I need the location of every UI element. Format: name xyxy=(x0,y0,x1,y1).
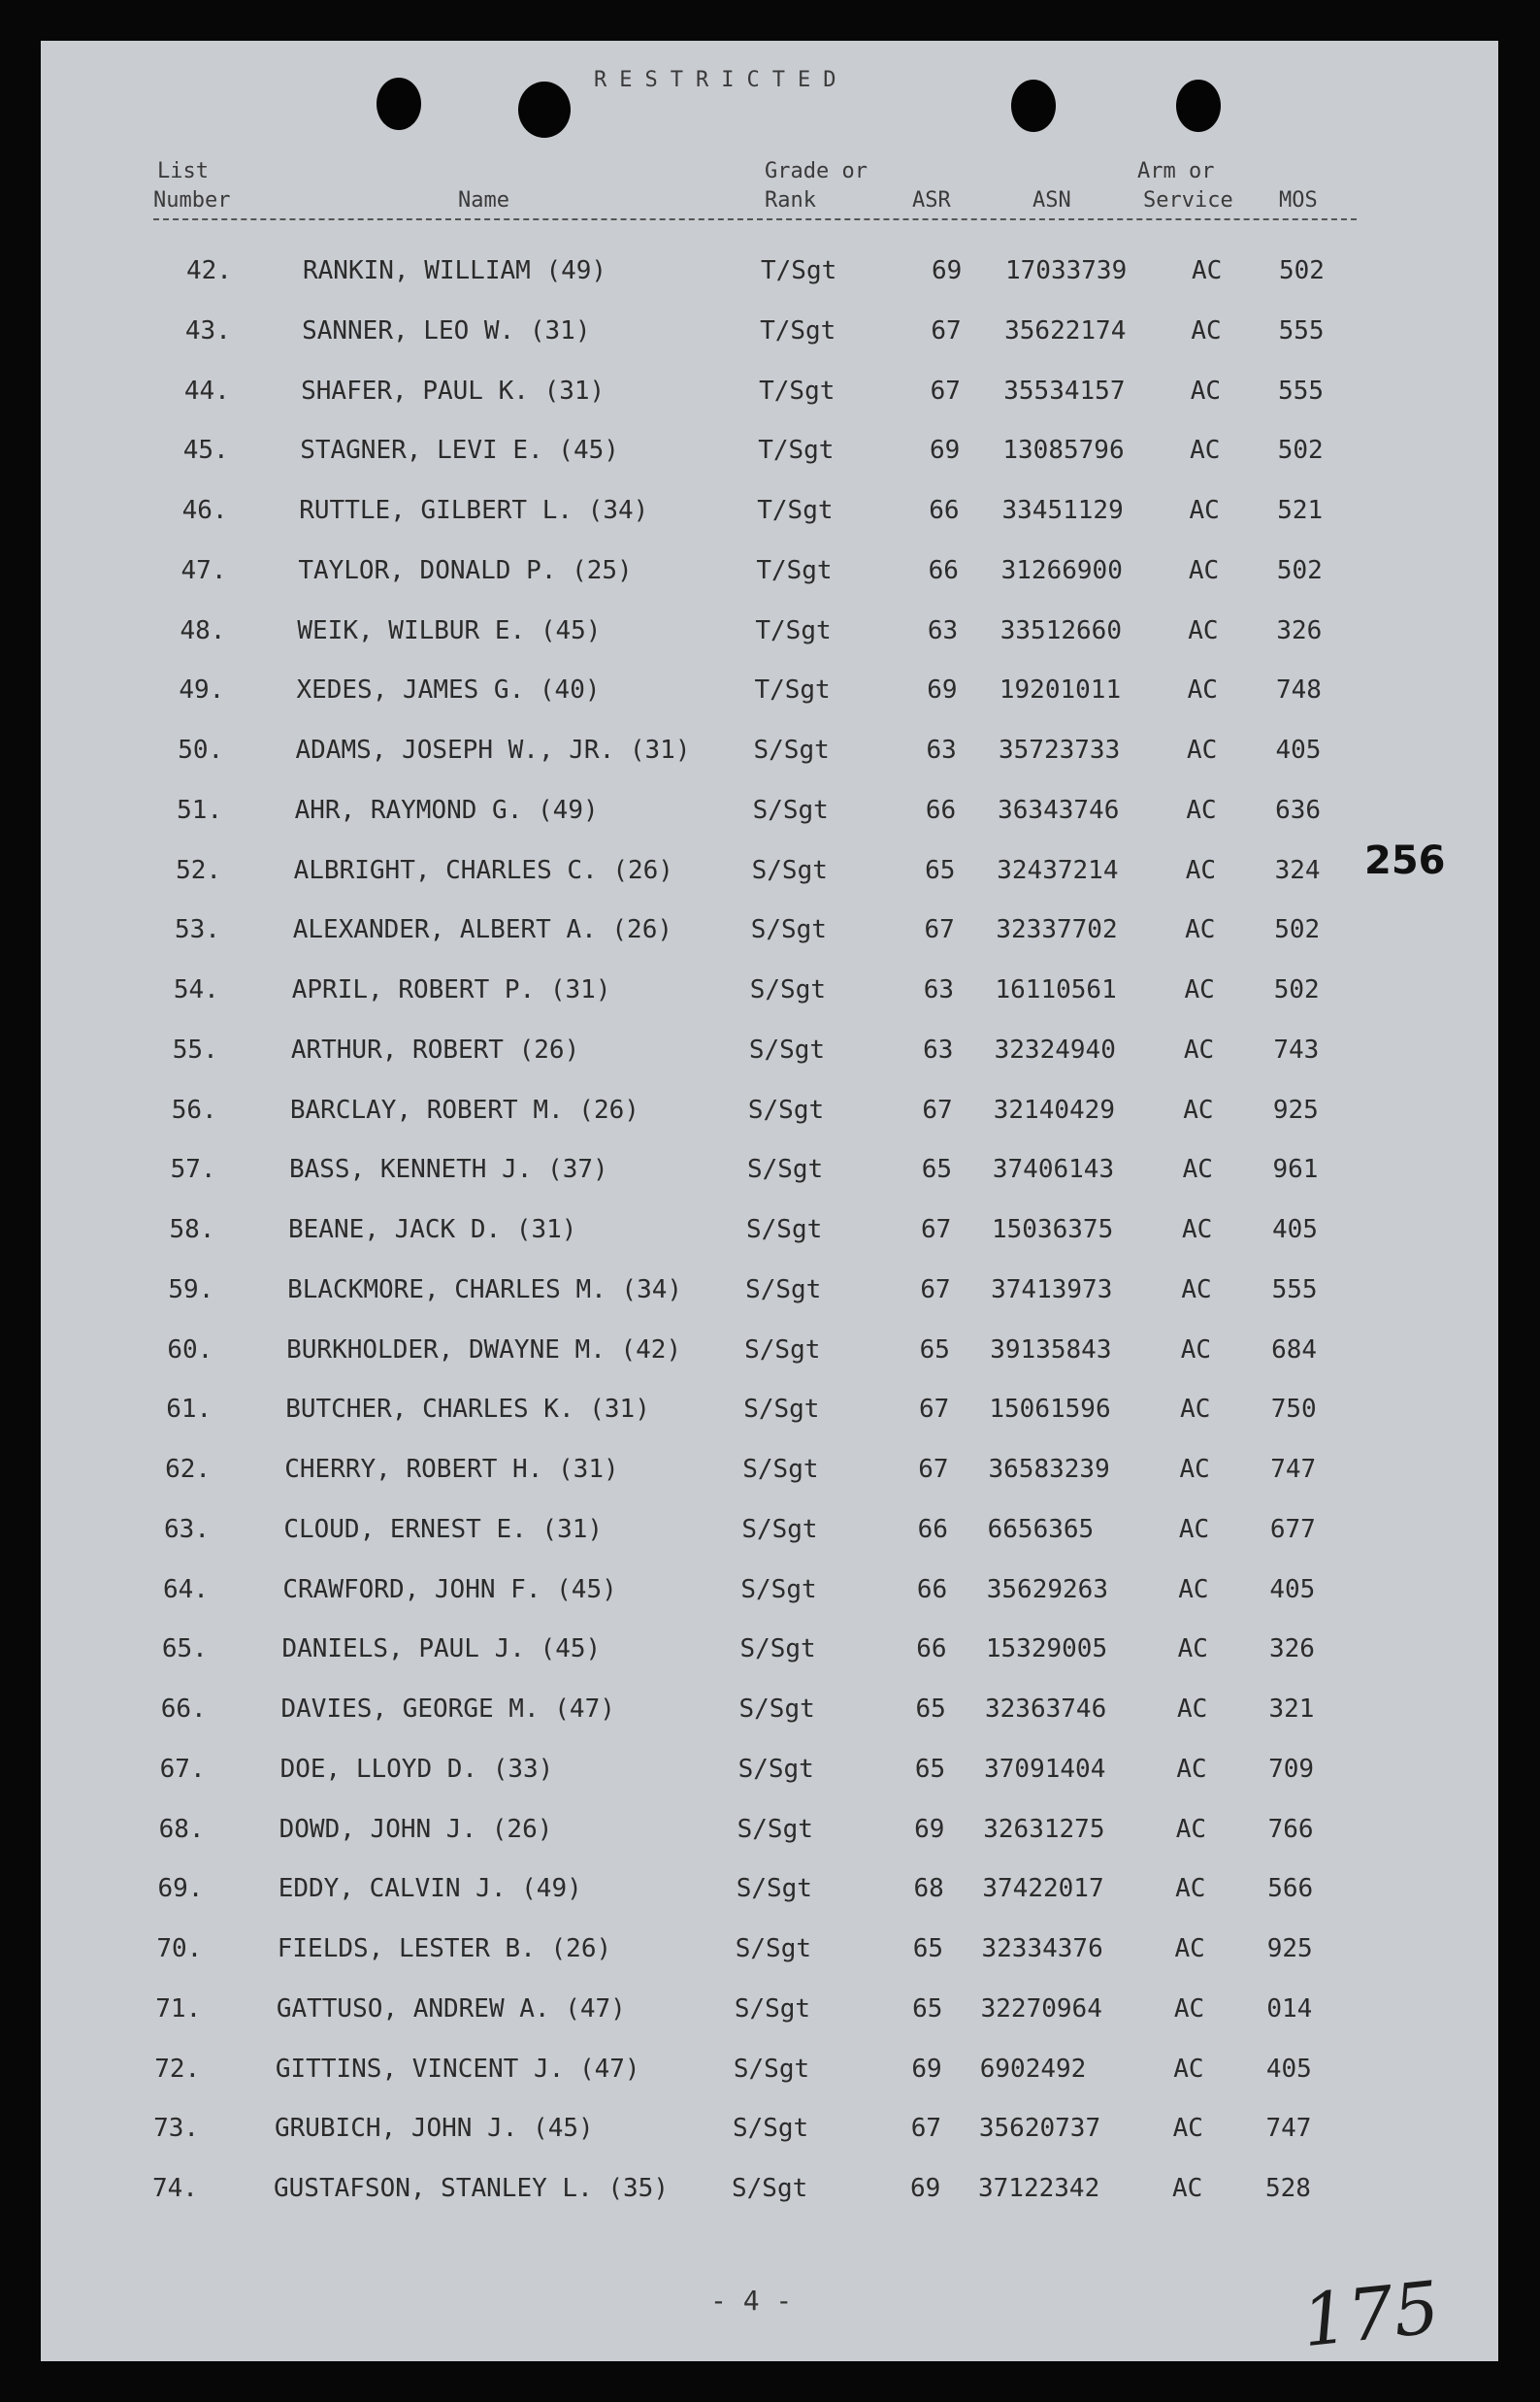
table-row xyxy=(41,1934,1498,1973)
arm-service: AC xyxy=(1183,1095,1214,1125)
serial-number: 37122342 xyxy=(978,2174,1100,2203)
list-number: 54. xyxy=(173,975,219,1004)
header-number-label: Number xyxy=(153,188,231,213)
mos-code: 555 xyxy=(1271,1274,1318,1304)
serial-number: 13085796 xyxy=(1002,436,1125,466)
mos-code: 677 xyxy=(1269,1514,1316,1544)
grade-rank: T/Sgt xyxy=(758,436,835,466)
person-name: TAYLOR, DONALD P. (25) xyxy=(298,555,633,585)
grade-rank: T/Sgt xyxy=(759,376,836,406)
table-row xyxy=(41,1755,1498,1793)
serial-number: 36343746 xyxy=(998,795,1120,825)
header-name-label: Name xyxy=(458,188,509,213)
serial-number: 39135843 xyxy=(990,1334,1112,1365)
arm-service: AC xyxy=(1190,436,1221,466)
asr-score: 67 xyxy=(931,315,962,345)
asr-score: 66 xyxy=(928,555,959,585)
arm-service: AC xyxy=(1173,2054,1204,2084)
person-name: ADAMS, JOSEPH W., JR. (31) xyxy=(295,736,691,765)
table-row xyxy=(41,377,1498,415)
list-number: 58. xyxy=(169,1215,215,1244)
grade-rank: T/Sgt xyxy=(760,315,836,345)
arm-service: AC xyxy=(1182,1215,1213,1244)
person-name: SANNER, LEO W. (31) xyxy=(302,315,591,345)
grade-rank: S/Sgt xyxy=(740,1574,817,1604)
asr-score: 63 xyxy=(923,1035,954,1065)
arm-service: AC xyxy=(1172,2114,1203,2144)
serial-number: 32631275 xyxy=(983,1814,1105,1844)
serial-number: 33512660 xyxy=(999,615,1122,645)
table-row xyxy=(41,1994,1498,2033)
list-number: 53. xyxy=(174,915,220,945)
person-name: DAVIES, GEORGE M. (47) xyxy=(280,1695,615,1724)
person-name: BLACKMORE, CHARLES M. (34) xyxy=(287,1274,683,1304)
grade-rank: S/Sgt xyxy=(745,1274,822,1304)
person-name: STAGNER, LEVI E. (45) xyxy=(300,436,619,466)
grade-rank: S/Sgt xyxy=(733,2054,810,2084)
person-name: CHERRY, ROBERT H. (31) xyxy=(284,1455,619,1484)
list-number: 73. xyxy=(153,2114,200,2144)
table-row xyxy=(41,616,1498,655)
asr-score: 66 xyxy=(929,496,960,525)
grade-rank: T/Sgt xyxy=(757,496,834,525)
list-number: 57. xyxy=(170,1155,216,1185)
serial-number: 32140429 xyxy=(993,1095,1115,1125)
list-number: 62. xyxy=(165,1455,212,1484)
list-number: 48. xyxy=(180,615,226,645)
table-row xyxy=(41,1395,1498,1433)
serial-number: 32363746 xyxy=(985,1695,1107,1724)
table-row xyxy=(41,1036,1498,1074)
list-number: 70. xyxy=(156,1934,203,1963)
page-number: - 4 - xyxy=(710,2285,793,2317)
table-row xyxy=(41,556,1498,595)
serial-number: 17033739 xyxy=(1005,256,1128,285)
arm-service: AC xyxy=(1172,2174,1203,2203)
serial-number: 35723733 xyxy=(999,736,1121,765)
list-number: 69. xyxy=(157,1874,204,1904)
mos-code: 014 xyxy=(1266,1993,1313,2024)
mos-code: 566 xyxy=(1267,1874,1314,1904)
serial-number: 35629263 xyxy=(986,1574,1108,1604)
table-row xyxy=(41,1695,1498,1733)
asr-score: 63 xyxy=(927,615,959,645)
punch-hole xyxy=(377,78,421,130)
serial-number: 31266900 xyxy=(1000,555,1123,585)
list-number: 74. xyxy=(152,2174,198,2203)
table-row xyxy=(41,2055,1498,2093)
person-name: APRIL, ROBERT P. (31) xyxy=(291,975,611,1004)
table-row xyxy=(41,1515,1498,1554)
list-number: 59. xyxy=(168,1274,214,1304)
grade-rank: S/Sgt xyxy=(744,1334,821,1365)
list-number: 68. xyxy=(158,1814,205,1844)
person-name: RUTTLE, GILBERT L. (34) xyxy=(299,496,649,525)
person-name: DANIELS, PAUL J. (45) xyxy=(281,1634,602,1664)
serial-number: 16110561 xyxy=(995,975,1117,1004)
table-row xyxy=(41,1215,1498,1254)
mos-code: 555 xyxy=(1278,376,1325,406)
arm-service: AC xyxy=(1184,975,1215,1004)
list-number: 72. xyxy=(154,2054,201,2084)
table-row xyxy=(41,1455,1498,1494)
grade-rank: S/Sgt xyxy=(749,975,827,1004)
serial-number: 36583239 xyxy=(988,1455,1110,1484)
grade-rank: S/Sgt xyxy=(746,1215,823,1244)
arm-service: AC xyxy=(1190,376,1222,406)
asr-score: 65 xyxy=(912,1993,943,2024)
arm-service: AC xyxy=(1185,915,1216,945)
list-number: 67. xyxy=(159,1754,206,1784)
serial-number: 15329005 xyxy=(985,1634,1108,1664)
grade-rank: S/Sgt xyxy=(735,1934,812,1963)
arm-service: AC xyxy=(1183,1035,1215,1065)
mos-code: 502 xyxy=(1273,975,1320,1004)
asr-score: 69 xyxy=(927,675,958,706)
header-grade-label: Grade or xyxy=(765,159,868,183)
asr-score: 65 xyxy=(914,1754,946,1784)
person-name: BEANE, JACK D. (31) xyxy=(288,1215,577,1244)
asr-score: 69 xyxy=(914,1814,945,1844)
serial-number: 32437214 xyxy=(997,855,1119,885)
table-row xyxy=(41,1275,1498,1314)
grade-rank: S/Sgt xyxy=(738,1695,815,1724)
table-row xyxy=(41,316,1498,355)
serial-number: 15061596 xyxy=(989,1395,1111,1425)
mos-code: 750 xyxy=(1270,1395,1317,1425)
header-rank-label: Rank xyxy=(765,188,816,213)
table-row xyxy=(41,496,1498,535)
table-row xyxy=(41,856,1498,895)
mos-code: 766 xyxy=(1267,1814,1314,1844)
mos-code: 405 xyxy=(1272,1215,1318,1244)
header-divider xyxy=(153,218,1357,220)
grade-rank: S/Sgt xyxy=(736,1874,812,1904)
arm-service: AC xyxy=(1174,1934,1205,1963)
list-number: 46. xyxy=(181,496,228,525)
list-number: 64. xyxy=(162,1574,209,1604)
serial-number: 15036375 xyxy=(992,1215,1114,1244)
table-row xyxy=(41,2174,1498,2213)
table-row xyxy=(41,1096,1498,1135)
arm-service: AC xyxy=(1180,1334,1212,1365)
grade-rank: S/Sgt xyxy=(737,1814,813,1844)
serial-number: 32324940 xyxy=(994,1035,1116,1065)
table-row xyxy=(41,975,1498,1014)
mos-code: 321 xyxy=(1268,1695,1315,1724)
grade-rank: S/Sgt xyxy=(752,795,829,825)
person-name: FIELDS, LESTER B. (26) xyxy=(277,1934,612,1963)
list-number: 51. xyxy=(177,795,223,825)
grade-rank: S/Sgt xyxy=(746,1155,824,1185)
person-name: WEIK, WILBUR E. (45) xyxy=(297,615,602,645)
arm-service: AC xyxy=(1180,1395,1211,1425)
mos-code: 636 xyxy=(1275,795,1322,825)
margin-stamp-number: 256 xyxy=(1364,839,1446,883)
header-list-label: List xyxy=(157,159,209,183)
serial-number: 6902492 xyxy=(979,2054,1087,2084)
mos-code: 502 xyxy=(1276,555,1323,585)
mos-code: 748 xyxy=(1275,675,1322,706)
arm-service: AC xyxy=(1177,1634,1208,1664)
list-number: 71. xyxy=(155,1993,202,2024)
header-service-label: Service xyxy=(1143,188,1233,213)
asr-score: 65 xyxy=(925,855,956,885)
list-number: 66. xyxy=(160,1695,207,1724)
person-name: GUSTAFSON, STANLEY L. (35) xyxy=(274,2174,669,2203)
list-number: 50. xyxy=(178,736,224,765)
person-name: SHAFER, PAUL K. (31) xyxy=(301,376,606,406)
asr-score: 67 xyxy=(910,2114,941,2144)
mos-code: 324 xyxy=(1274,855,1321,885)
list-number: 47. xyxy=(180,555,227,585)
arm-service: AC xyxy=(1177,1695,1208,1724)
arm-service: AC xyxy=(1187,736,1218,765)
table-row xyxy=(41,736,1498,774)
table-row xyxy=(41,1634,1498,1673)
serial-number: 6656365 xyxy=(987,1514,1095,1544)
asr-score: 69 xyxy=(911,2054,942,2084)
grade-rank: S/Sgt xyxy=(734,1993,811,2024)
list-number: 42. xyxy=(186,256,232,285)
serial-number: 33451129 xyxy=(1001,496,1124,525)
list-number: 52. xyxy=(176,855,222,885)
mos-code: 502 xyxy=(1279,256,1325,285)
asr-score: 67 xyxy=(922,1095,953,1125)
serial-number: 32334376 xyxy=(981,1934,1103,1963)
serial-number: 19201011 xyxy=(999,675,1122,706)
asr-score: 63 xyxy=(923,975,955,1004)
grade-rank: S/Sgt xyxy=(750,915,827,945)
arm-service: AC xyxy=(1178,1574,1209,1604)
arm-service: AC xyxy=(1185,855,1217,885)
header-asn-label: ASN xyxy=(1032,188,1071,213)
person-name: DOWD, JOHN J. (26) xyxy=(279,1814,553,1844)
grade-rank: T/Sgt xyxy=(756,555,833,585)
person-name: ALEXANDER, ALBERT A. (26) xyxy=(292,915,673,945)
arm-service: AC xyxy=(1181,1274,1212,1304)
list-number: 45. xyxy=(182,436,229,466)
asr-score: 67 xyxy=(918,1455,949,1484)
grade-rank: S/Sgt xyxy=(732,2174,808,2203)
serial-number: 35534157 xyxy=(1003,376,1126,406)
table-row xyxy=(41,1155,1498,1194)
table-row xyxy=(41,1575,1498,1614)
punch-hole xyxy=(1176,80,1221,132)
grade-rank: S/Sgt xyxy=(747,1095,825,1125)
table-row xyxy=(41,436,1498,475)
person-name: ALBRIGHT, CHARLES C. (26) xyxy=(293,855,673,885)
list-number: 65. xyxy=(161,1634,208,1664)
table-row xyxy=(41,1335,1498,1374)
person-name: AHR, RAYMOND G. (49) xyxy=(294,795,599,825)
serial-number: 37091404 xyxy=(984,1754,1106,1784)
grade-rank: T/Sgt xyxy=(754,675,831,706)
table-row xyxy=(41,1874,1498,1913)
list-number: 61. xyxy=(166,1395,213,1425)
punch-hole xyxy=(1011,80,1056,132)
asr-score: 66 xyxy=(917,1514,948,1544)
mos-code: 747 xyxy=(1270,1455,1317,1484)
list-number: 60. xyxy=(167,1334,213,1365)
asr-score: 69 xyxy=(929,436,961,466)
arm-service: AC xyxy=(1182,1155,1213,1185)
asr-score: 65 xyxy=(915,1695,946,1724)
arm-service: AC xyxy=(1173,1993,1205,2024)
mos-code: 528 xyxy=(1265,2174,1311,2203)
grade-rank: S/Sgt xyxy=(748,1035,826,1065)
table-row xyxy=(41,796,1498,835)
arm-service: AC xyxy=(1187,675,1218,706)
list-number: 44. xyxy=(183,376,230,406)
list-number: 55. xyxy=(172,1035,218,1065)
mos-code: 709 xyxy=(1268,1754,1315,1784)
mos-code: 925 xyxy=(1272,1095,1319,1125)
mos-code: 405 xyxy=(1269,1574,1316,1604)
person-name: CLOUD, ERNEST E. (31) xyxy=(283,1514,604,1544)
mos-code: 521 xyxy=(1277,496,1324,525)
serial-number: 32270964 xyxy=(980,1993,1102,2024)
mos-code: 502 xyxy=(1277,436,1324,466)
serial-number: 37413973 xyxy=(991,1274,1113,1304)
table-row xyxy=(41,256,1498,295)
mos-code: 326 xyxy=(1268,1634,1315,1664)
arm-service: AC xyxy=(1179,1455,1210,1484)
mos-code: 925 xyxy=(1266,1934,1313,1963)
header-mos-label: MOS xyxy=(1279,188,1318,213)
arm-service: AC xyxy=(1189,496,1220,525)
grade-rank: S/Sgt xyxy=(732,2114,809,2144)
table-row xyxy=(41,675,1498,714)
asr-score: 65 xyxy=(912,1934,944,1963)
serial-number: 35620737 xyxy=(978,2114,1101,2144)
restricted-marking: RESTRICTED xyxy=(594,68,849,92)
serial-number: 37406143 xyxy=(992,1155,1115,1185)
arm-service: AC xyxy=(1192,256,1223,285)
mos-code: 743 xyxy=(1273,1035,1320,1065)
asr-score: 69 xyxy=(910,2174,941,2203)
asr-score: 67 xyxy=(924,915,955,945)
table-row xyxy=(41,915,1498,954)
grade-rank: S/Sgt xyxy=(741,1514,818,1544)
arm-service: AC xyxy=(1186,795,1217,825)
mos-code: 326 xyxy=(1276,615,1323,645)
asr-score: 66 xyxy=(916,1574,948,1604)
table-row xyxy=(41,1815,1498,1854)
grade-rank: S/Sgt xyxy=(739,1634,816,1664)
person-name: BARCLAY, ROBERT M. (26) xyxy=(289,1095,639,1125)
serial-number: 32337702 xyxy=(996,915,1118,945)
arm-service: AC xyxy=(1188,555,1220,585)
arm-service: AC xyxy=(1175,1814,1207,1844)
asr-score: 65 xyxy=(919,1334,950,1365)
grade-rank: T/Sgt xyxy=(755,615,832,645)
list-number: 63. xyxy=(164,1514,210,1544)
serial-number: 35622174 xyxy=(1004,315,1127,345)
mos-code: 502 xyxy=(1274,915,1321,945)
person-name: ARTHUR, ROBERT (26) xyxy=(290,1035,580,1065)
mos-code: 555 xyxy=(1278,315,1325,345)
person-name: GATTUSO, ANDREW A. (47) xyxy=(276,1993,626,2024)
list-number: 56. xyxy=(171,1095,217,1125)
asr-score: 63 xyxy=(926,736,957,765)
document-page xyxy=(41,41,1498,2364)
person-name: CRAWFORD, JOHN F. (45) xyxy=(282,1574,617,1604)
mos-code: 961 xyxy=(1272,1155,1319,1185)
mos-code: 747 xyxy=(1265,2114,1312,2144)
person-name: RANKIN, WILLIAM (49) xyxy=(303,256,607,285)
person-name: BASS, KENNETH J. (37) xyxy=(288,1155,608,1185)
header-asr-label: ASR xyxy=(912,188,951,213)
asr-score: 66 xyxy=(916,1634,947,1664)
arm-service: AC xyxy=(1175,1874,1206,1904)
person-name: DOE, LLOYD D. (33) xyxy=(279,1754,554,1784)
asr-score: 67 xyxy=(930,376,961,406)
asr-score: 67 xyxy=(918,1395,950,1425)
serial-number: 37422017 xyxy=(982,1874,1104,1904)
arm-service: AC xyxy=(1188,615,1219,645)
asr-score: 65 xyxy=(921,1155,952,1185)
list-number: 49. xyxy=(179,675,225,706)
arm-service: AC xyxy=(1191,315,1222,345)
person-name: EDDY, CALVIN J. (49) xyxy=(278,1874,582,1904)
person-name: BURKHOLDER, DWAYNE M. (42) xyxy=(286,1334,682,1365)
asr-score: 67 xyxy=(921,1215,952,1244)
mos-code: 405 xyxy=(1275,736,1322,765)
grade-rank: S/Sgt xyxy=(742,1455,819,1484)
grade-rank: S/Sgt xyxy=(753,736,830,765)
mos-code: 405 xyxy=(1265,2054,1312,2084)
asr-score: 66 xyxy=(925,795,957,825)
asr-score: 67 xyxy=(920,1274,951,1304)
grade-rank: T/Sgt xyxy=(761,256,837,285)
grade-rank: S/Sgt xyxy=(743,1395,820,1425)
person-name: GRUBICH, JOHN J. (45) xyxy=(274,2114,594,2144)
asr-score: 69 xyxy=(932,256,963,285)
arm-service: AC xyxy=(1176,1754,1207,1784)
person-name: XEDES, JAMES G. (40) xyxy=(296,675,601,706)
table-row xyxy=(41,2114,1498,2153)
handwritten-page-number: 175 xyxy=(1297,2265,1444,2364)
person-name: BUTCHER, CHARLES K. (31) xyxy=(285,1395,650,1425)
mos-code: 684 xyxy=(1271,1334,1318,1365)
punch-hole xyxy=(518,82,571,138)
grade-rank: S/Sgt xyxy=(751,855,828,885)
grade-rank: S/Sgt xyxy=(737,1754,814,1784)
list-number: 43. xyxy=(184,315,231,345)
arm-service: AC xyxy=(1178,1514,1210,1544)
header-arm-label: Arm or xyxy=(1137,159,1215,183)
person-name: GITTINS, VINCENT J. (47) xyxy=(275,2054,640,2084)
asr-score: 68 xyxy=(913,1874,944,1904)
